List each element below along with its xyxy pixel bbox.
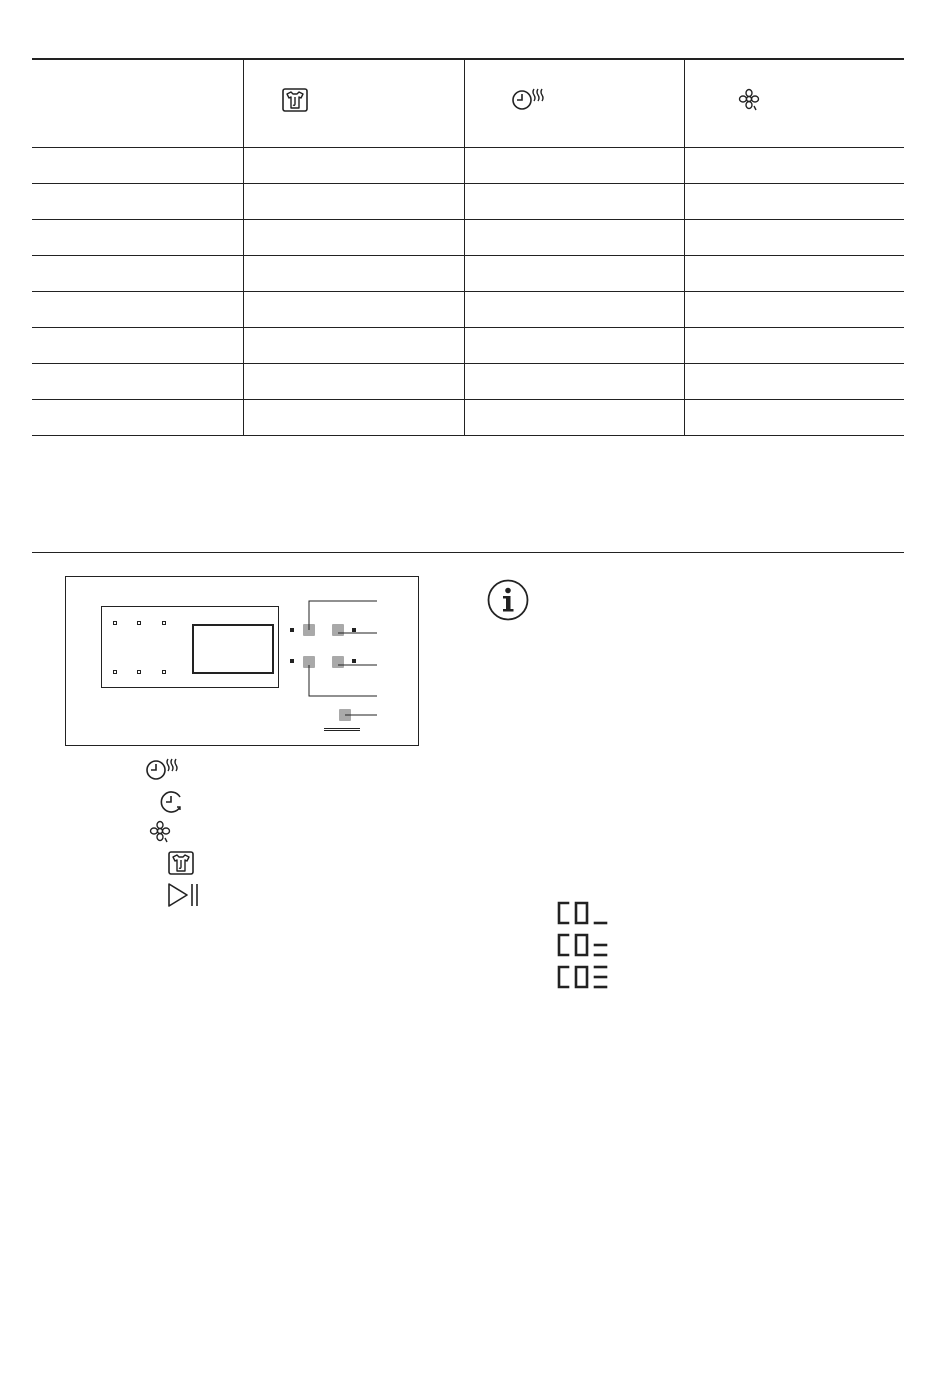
table-row-line [32, 291, 904, 292]
table-row-line [32, 363, 904, 364]
table-row-line [32, 327, 904, 328]
table-top-border [32, 58, 904, 60]
table-row-line [32, 183, 904, 184]
delay-start-icon [158, 789, 186, 815]
timed-drying-icon [512, 86, 546, 112]
table-column-separator [464, 58, 465, 435]
start-pause-icon [167, 882, 201, 908]
fan-refresh-icon [737, 88, 761, 112]
timed-drying-icon [146, 756, 180, 782]
table-row-line [32, 219, 904, 220]
display-code-c0-mid [556, 932, 610, 958]
table-row-line [32, 255, 904, 256]
section-divider [32, 552, 904, 553]
fan-refresh-icon [148, 820, 172, 844]
shirt-program-icon [168, 851, 194, 875]
table-column-separator [684, 58, 685, 435]
table-column-separator [243, 58, 244, 435]
display-code-c0-high [556, 964, 610, 990]
table-header-border [32, 147, 904, 148]
display-code-c0-low [556, 900, 610, 926]
control-panel-diagram [65, 576, 419, 746]
table-bottom-border [32, 435, 904, 436]
callout-lines [66, 577, 420, 747]
info-icon [487, 579, 529, 621]
table-row-line [32, 399, 904, 400]
shirt-program-icon [282, 88, 308, 112]
